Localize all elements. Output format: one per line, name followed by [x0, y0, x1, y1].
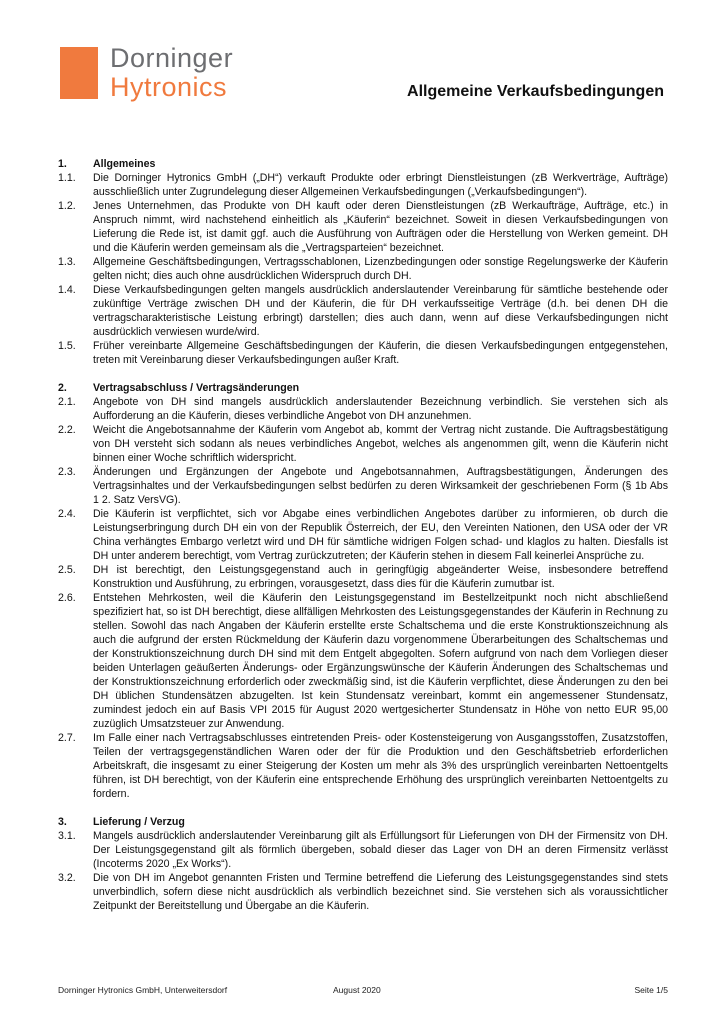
- clause: [58, 829, 668, 871]
- clause-text: Angebote von DH sind mangels ausdrücklich anderslautender Bezeichnung verbindlich. Sie verstehen sich als Aufforderung an die Käuferin, dieses verbindliche Angebot von DH anzunehmen.: [93, 396, 668, 422]
- clause-text: Die Käuferin ist verpflichtet, sich vor Abgabe eines verbindlichen Angebotes darüber zu informieren, ob durch die Leistungserbringung durch DH ein von der Republik Österreich, der EU, den Vereinten Nationen, den USA oder der VR China verhängtes Embargo verletzt wird und DH für sämtliche widrigen Folgen schad- und klaglos zu halten. Diesfalls ist DH unter anderem berechtigt, vom Vertrag zurückzutreten; der Käuferin stehen in diesem Fall keinerlei Ansprüche zu.: [93, 508, 668, 562]
- section-title: Lieferung / Verzug: [93, 816, 185, 828]
- section-2: [58, 381, 668, 801]
- clause: [58, 591, 668, 731]
- clause-text: Entstehen Mehrkosten, weil die Käuferin den Leistungsgegenstand im Bestellzeitpunkt noch nicht abschließend spezifiziert hat, so ist DH berechtigt, diese allfälligen Mehrkosten des Leistungsgegenstandes der Käuferin in Rechnung zu stellen. Sowohl das nach Angaben der Käuferin erstellte erste Schaltschema und die erste Konstruktionszeichnung als auch die aufgrund der ersten Rückmeldung der Käuferin dazu vorgenommene Überarbeitungen des Schaltschemas und der Konstruktionszeichnung durch DH sind mit dem Entgelt abgegolten. Sofern aufgrund von nach dem Vorliegen dieser beiden Unterlagen geäußerten Änderungs- oder Ergänzungswünsche der Käuferin Änderungen des Schaltschemas und der Konstruktionszeichnung erforderlich oder zweckmäßig sind, ist die Käuferin verpflichtet, diese Änderungen zu den bei DH üblichen Stundensätzen abzugelten. Ist kein Stundensatz vereinbart, kommt ein angemessener Stundensatz, zumindest jedoch ein auf Basis VPI 2015 für August 2020 wertgesicherter Stundensatz in Höhe von netto EUR 95,00 zuzüglich Umsatzsteuer zur Anwendung.: [93, 592, 668, 730]
- clause-number: 2.7.: [58, 732, 76, 744]
- document-title: Allgemeine Verkaufsbedingungen: [407, 83, 664, 100]
- clause: [58, 465, 668, 507]
- clause-text: Diese Verkaufsbedingungen gelten mangels ausdrücklich anderslautender Vereinbarung für sämtliche bestehende oder zukünftige Verträge zwischen DH und der Käuferin, die für DH verkaufsseitige Verträge (d.h. bei denen DH die vertragscharakteristische Leistung erbringt) darstellen; dies auch dann, wenn auf diese Verkaufsbedingungen nicht ausdrücklich verwiesen wurde/wird.: [93, 284, 668, 338]
- footer-company: Dorninger Hytronics GmbH, Unterweitersdorf: [58, 985, 228, 995]
- document-body: [58, 157, 668, 927]
- logo-text-dorninger: Dorninger: [110, 43, 234, 73]
- clause-text: Die von DH im Angebot genannten Fristen und Termine betreffend die Lieferung des Leistungsgegenstandes sind stets unverbindlich, sofern diese nicht ausdrücklich als verbindlich bezeichnet sind. Sie verstehen sich als voraussichtlicher Zeitpunkt der Bereitstellung und Übergabe an die Käuferin.: [93, 872, 668, 912]
- footer-date: August 2020: [333, 985, 381, 995]
- clause-number: 1.1.: [58, 172, 76, 184]
- clause-number: 3.2.: [58, 872, 76, 884]
- footer-page-number: Seite 1/5: [634, 985, 668, 995]
- section-heading: [58, 815, 668, 829]
- section-number: 1.: [58, 158, 67, 170]
- clause-text: Die Dorninger Hytronics GmbH („DH“) verkauft Produkte oder erbringt Dienstleistungen (zB Werkverträge, Aufträge) ausschließlich unter Zugrundelegung dieser Allgemeinen Verkaufsbedingungen („Verkaufsbedingungen“).: [93, 172, 668, 198]
- clause-text: Mangels ausdrücklich anderslautender Vereinbarung gilt als Erfüllungsort für Lieferungen von DH der Firmensitz von DH. Der Leistungsgegenstand gilt als förmlich übergeben, sobald dieser das Lager von DH an deren Firmensitz verlässt (Incoterms 2020 „Ex Works“).: [93, 830, 668, 870]
- clause: [58, 563, 668, 591]
- clause: [58, 507, 668, 563]
- clause-number: 2.2.: [58, 424, 76, 436]
- clause-text: Änderungen und Ergänzungen der Angebote und Angebotsannahmen, Auftragsbestätigungen, Änderungen des Vertragsinhaltes und der Verkaufsbedingungen selbst bedürfen zu deren Wirksamkeit der geschriebenen Form (§ 1b Abs 1 2. Satz VersVG).: [93, 466, 668, 506]
- clause-text: Allgemeine Geschäftsbedingungen, Vertragsschablonen, Lizenzbedingungen oder sonstige Regelungswerke der Käuferin gelten nicht; dies auch ohne ausdrücklichen Widerspruch durch DH.: [93, 256, 668, 282]
- clause: [58, 395, 668, 423]
- clause-text: Im Falle einer nach Vertragsabschlusses eintretenden Preis- oder Kostensteigerung von Ausgangsstoffen, Zusatzstoffen, Teilen der vertragsgegenständlichen Waren oder der für die Produktion und den Geschäftsbetrieb erforderlichen Arbeitskraft, die insgesamt zu einer Steigerung der Kosten um mehr als 3% des ursprünglich vereinbarten Nettoentgelts führen, ist DH berechtigt, von der Käuferin eine entsprechende Erhöhung des ursprünglich vereinbarten Nettoentgelts zu fordern.: [93, 732, 668, 800]
- company-logo: [60, 43, 292, 103]
- clause-text: Jenes Unternehmen, das Produkte von DH kauft oder deren Dienstleistungen (zB Werkaufträge, Aufträge, etc.) in Anspruch nimmt, wird nachstehend einheitlich als „Käuferin“ bezeichnet. Soweit in diesen Verkaufsbedingungen von Lieferung die Rede ist, ist damit ggf. auch die Ausführung von Aufträgen oder die Herstellung von Werken gemeint. DH und die Käuferin werden gemeinsam als die „Vertragsparteien“ bezeichnet.: [93, 200, 668, 254]
- clause: [58, 871, 668, 913]
- clause-number: 3.1.: [58, 830, 76, 842]
- clause-number: 2.5.: [58, 564, 76, 576]
- section-1: [58, 157, 668, 367]
- clause: [58, 731, 668, 801]
- clause: [58, 199, 668, 255]
- section-heading: [58, 157, 668, 171]
- clause-number: 1.2.: [58, 200, 76, 212]
- section-title: Vertragsabschluss / Vertragsänderungen: [93, 382, 300, 394]
- clause: [58, 171, 668, 199]
- logo-square-mark: [60, 47, 98, 99]
- section-heading: [58, 381, 668, 395]
- clause-text: Weicht die Angebotsannahme der Käuferin vom Angebot ab, kommt der Vertrag nicht zustande. Die Auftragsbestätigung von DH versteht sich sodann als neues verbindliches Angebot, welches als angenommen gilt, wenn die Käuferin nicht binnen einer Woche schriftlich widerspricht.: [93, 424, 668, 464]
- clause-text: DH ist berechtigt, den Leistungsgegenstand auch in geringfügig abgeänderter Weise, insbesondere betreffend Konstruktion und Ausführung, zu erbringen, vorausgesetzt, dass dies für die Käuferin zumutbar ist.: [93, 564, 668, 590]
- logo-text-hytronics: Hytronics: [110, 72, 228, 102]
- clause-number: 1.4.: [58, 284, 76, 296]
- clause-number: 1.5.: [58, 340, 76, 352]
- section-title: Allgemeines: [93, 158, 156, 170]
- clause-text: Früher vereinbarte Allgemeine Geschäftsbedingungen der Käuferin, die diesen Verkaufsbedingungen entgegenstehen, treten mit Vereinbarung dieser Verkaufsbedingungen außer Kraft.: [93, 340, 668, 366]
- section-3: [58, 815, 668, 913]
- clause-number: 2.1.: [58, 396, 76, 408]
- clause: [58, 339, 668, 367]
- clause-number: 2.3.: [58, 466, 76, 478]
- clause: [58, 283, 668, 339]
- clause: [58, 255, 668, 283]
- clause-number: 1.3.: [58, 256, 76, 268]
- clause-number: 2.4.: [58, 508, 76, 520]
- section-number: 3.: [58, 816, 67, 828]
- clause-number: 2.6.: [58, 592, 76, 604]
- section-number: 2.: [58, 382, 67, 394]
- clause: [58, 423, 668, 465]
